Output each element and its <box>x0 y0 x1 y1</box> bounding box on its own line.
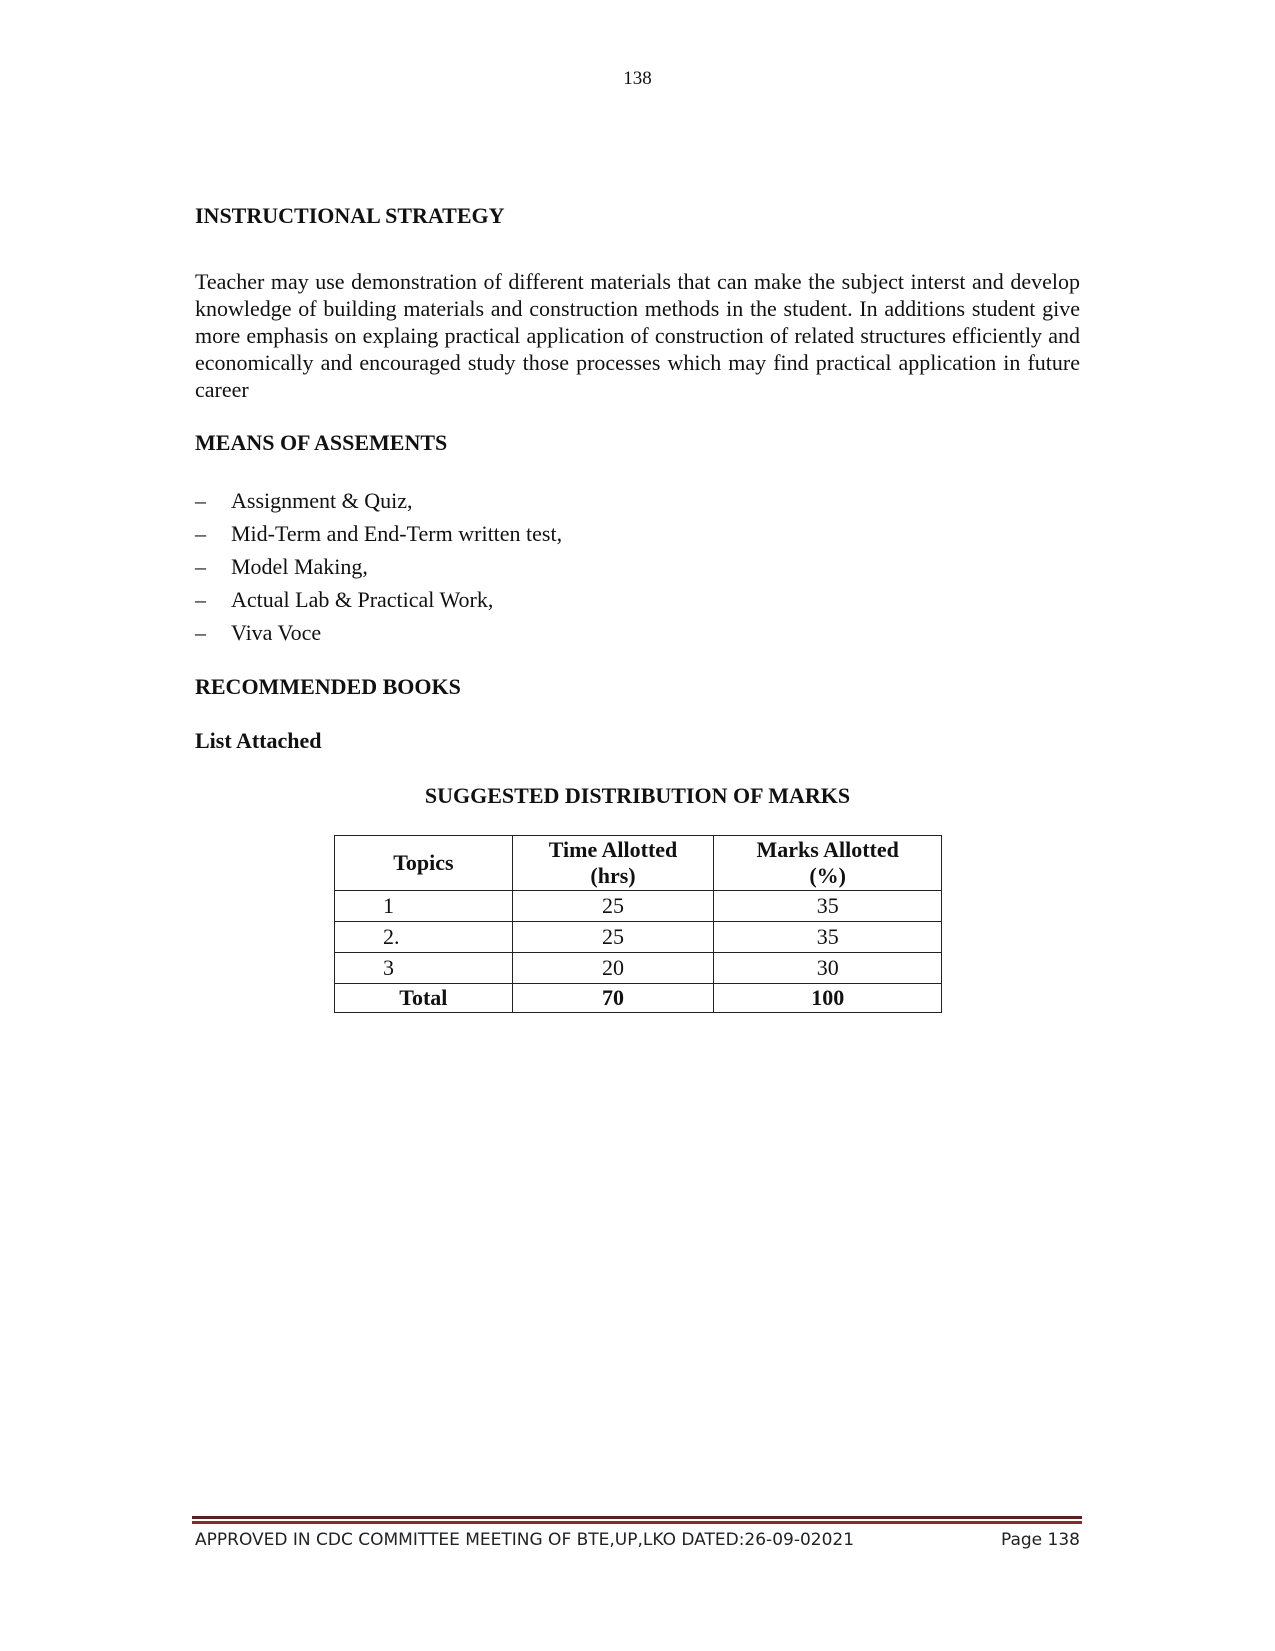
cell-topic: 1 <box>335 891 513 922</box>
header-marks-line2: (%) <box>809 863 847 888</box>
footer-divider <box>192 1516 1082 1524</box>
page-number: 138 <box>623 68 652 89</box>
footer-approval-text: APPROVED IN CDC COMMITTEE MEETING OF BTE,UP,LKO DATED:26-09-02021 <box>195 1530 855 1550</box>
cell-topic: 3 <box>335 953 513 984</box>
assesment-list <box>195 484 562 649</box>
cell-time: 25 <box>512 922 714 953</box>
marks-distribution-table <box>334 835 942 1013</box>
table-row <box>335 891 942 922</box>
list-item-text: Viva Voce <box>231 620 322 645</box>
marks-table-title: SUGGESTED DISTRIBUTION OF MARKS <box>424 783 851 808</box>
cell-marks: 35 <box>714 922 942 953</box>
cell-total-marks: 100 <box>714 984 942 1013</box>
cell-total-label: Total <box>335 984 513 1013</box>
recommended-books-heading: RECOMMENDED BOOKS <box>195 674 461 699</box>
means-of-assesments-heading: MEANS OF ASSEMENTS <box>195 430 448 455</box>
list-item <box>195 484 562 517</box>
list-item-text: Assignment & Quiz, <box>231 488 413 513</box>
header-topics: Topics <box>335 836 513 891</box>
cell-time: 25 <box>512 891 714 922</box>
table-row <box>335 922 942 953</box>
list-item <box>195 583 562 616</box>
header-time-allotted <box>512 836 714 891</box>
list-item <box>195 550 562 583</box>
list-item-text: Actual Lab & Practical Work, <box>231 587 494 612</box>
list-attached-label: List Attached <box>195 728 322 753</box>
list-item-text: Mid-Term and End-Term written test, <box>231 521 563 546</box>
table-header-row <box>335 836 942 891</box>
list-item <box>195 517 562 550</box>
cell-marks: 30 <box>714 953 942 984</box>
header-time-line2: (hrs) <box>590 863 636 888</box>
instructional-strategy-text: Teacher may use demonstration of different materials that can make the subject interst and develop knowledge of building materials and construction methods in the student. In additions student give more emphasis on explaing practical application of construction of related structures efficiently and economically and encouraged study those processes which may find practical application in future career <box>195 269 1080 402</box>
cell-total-time: 70 <box>512 984 714 1013</box>
cell-marks: 35 <box>714 891 942 922</box>
instructional-strategy-heading: INSTRUCTIONAL STRATEGY <box>195 203 505 228</box>
list-item-text: Model Making, <box>231 554 368 579</box>
header-time-line1: Time Allotted <box>548 837 678 862</box>
bullet-dash: – <box>195 554 206 579</box>
bullet-dash: – <box>195 521 206 546</box>
bullet-dash: – <box>195 620 206 645</box>
header-marks-allotted <box>714 836 942 891</box>
table-total-row <box>335 984 942 1013</box>
header-marks-line1: Marks Allotted <box>756 837 899 862</box>
list-item <box>195 616 562 649</box>
cell-topic: 2. <box>335 922 513 953</box>
bullet-dash: – <box>195 587 206 612</box>
table-row <box>335 953 942 984</box>
cell-time: 20 <box>512 953 714 984</box>
bullet-dash: – <box>195 488 206 513</box>
footer-page-label: Page 138 <box>1000 1530 1080 1550</box>
